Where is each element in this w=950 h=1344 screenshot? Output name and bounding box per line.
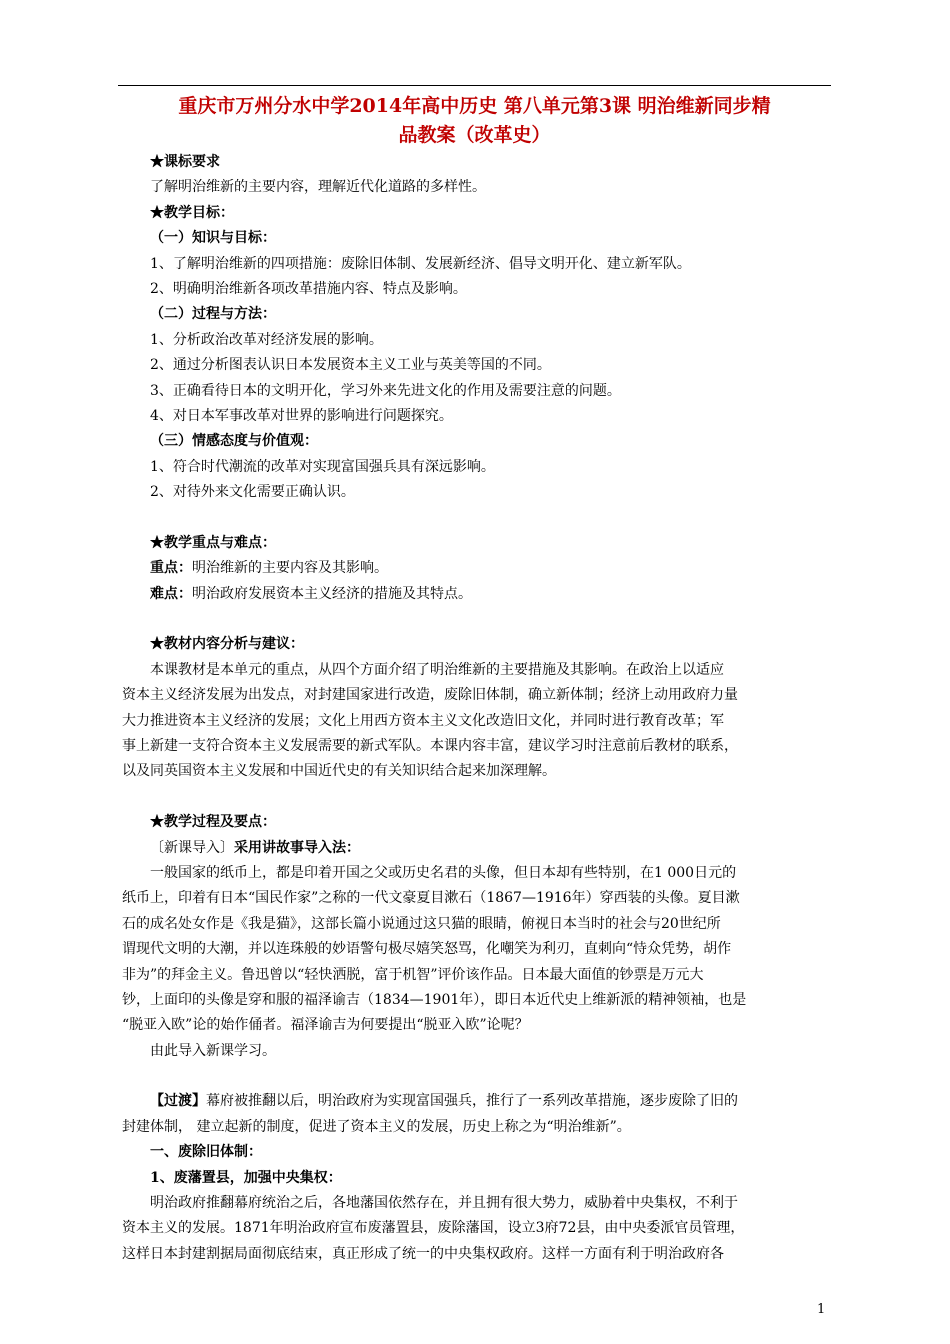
list-item: 1、符合时代潮流的改革对实现富国强兵具有深远影响。 <box>150 458 495 475</box>
section-heading-analysis: ★教材内容分析与建议： <box>150 636 304 653</box>
story-line: 谓现代文明的大潮，并以连珠般的妙语警句极尽嬉笑怒骂，化嘲笑为利刃，直刺向“恃众凭势，胡作 <box>122 941 732 958</box>
objectives-sub-values: （三）情感态度与价值观： <box>150 433 318 450</box>
intro-lead: 由此导入新课学习。 <box>150 1042 276 1059</box>
standards-text: 了解明治维新的主要内容，理解近代化道路的多样性。 <box>150 179 486 196</box>
analysis-line: 大力推进资本主义经济的发展；文化上用西方资本主义文化改造旧文化，并同时进行教育改革；军 <box>122 712 724 729</box>
transition-line: 【过渡】幕府被推翻以后，明治政府为实现富国强兵，推行了一系列改革措施，逐步废除了旧的 <box>150 1093 738 1110</box>
body-line: 资本主义的发展。1871年明治政府宣布废藩置县，废除藩国，设立3府72县，由中央委派官员管理， <box>122 1220 745 1237</box>
analysis-line: 本课教材是本单元的重点，从四个方面介绍了明治维新的主要措施及其影响。在政治上以适应 <box>150 661 724 678</box>
list-item: 2、通过分析图表认识日本发展资本主义工业与英美等国的不同。 <box>150 357 551 374</box>
list-item: 4、对日本军事改革对世界的影响进行问题探究。 <box>150 407 453 424</box>
document-title <box>118 92 831 150</box>
section-heading-keypoints: ★教学重点与难点： <box>150 534 276 551</box>
list-item: 2、对待外来文化需要正确认识。 <box>150 484 355 501</box>
key-point: 重点：明治维新的主要内容及其影响。 <box>150 560 388 577</box>
title-line-1: 重庆市万州分水中学2014年高中历史 第八单元第3课 明治维新同步精 <box>178 95 771 117</box>
page-number: 1 <box>817 1302 826 1317</box>
section-heading-objectives: ★教学目标： <box>150 204 234 221</box>
list-item: 2、明确明治维新各项改革措施内容、特点及影响。 <box>150 280 467 297</box>
story-line: 一般国家的纸币上，都是印着开国之父或历史名君的头像，但日本却有些特别，在1 000日元的 <box>150 864 737 881</box>
difficult-point: 难点：明治政府发展资本主义经济的措施及其特点。 <box>150 585 472 602</box>
title-line-2: 品教案（改革史） <box>398 124 551 146</box>
objectives-sub-knowledge: （一）知识与目标： <box>150 230 276 247</box>
story-line: 石的成名处女作是《我是猫》，这部长篇小说通过这只猫的眼睛，俯视日本当时的社会与20世纪所 <box>122 915 721 932</box>
analysis-line: 以及同英国资本主义发展和中国近代史的有关知识结合起来加深理解。 <box>122 763 556 780</box>
list-item: 3、正确看待日本的文明开化，学习外来先进文化的作用及需要注意的问题。 <box>150 382 621 399</box>
body-line: 这样日本封建割据局面彻底结束，真正形成了统一的中央集权政府。这样一方面有利于明治政府各 <box>122 1245 724 1262</box>
analysis-line: 资本主义经济发展为出发点，对封建国家进行改造，废除旧体制，确立新体制；经济上动用政府力量 <box>122 687 738 704</box>
body-line: 明治政府推翻幕府统治之后，各地藩国依然存在，并且拥有很大势力，威胁着中央集权，不利于 <box>150 1195 738 1212</box>
intro-method: 〔新课导入〕采用讲故事导入法： <box>150 839 360 856</box>
section-heading-process: ★教学过程及要点： <box>150 814 276 831</box>
story-line: 纸币上，印着有日本“国民作家”之称的一代文豪夏目漱石（1867—1916年）穿西装的头像。夏目漱 <box>122 890 740 907</box>
list-item: 1、了解明治维新的四项措施：废除旧体制、发展新经济、倡导文明开化、建立新军队。 <box>150 255 691 272</box>
transition-line: 封建体制， 建立起新的制度，促进了资本主义的发展，历史上称之为“明治维新”。 <box>122 1118 631 1135</box>
objectives-sub-process: （二）过程与方法： <box>150 306 276 323</box>
part-subheading: 1、废藩置县，加强中央集权： <box>150 1169 342 1186</box>
analysis-line: 事上新建一支符合资本主义发展需要的新式军队。本课内容丰富，建议学习时注意前后教材的联系， <box>122 737 738 754</box>
story-line: 钞，上面印的头像是穿和服的福泽谕吉（1834—1901年），即日本近代史上维新派的精神领袖，也是 <box>122 991 747 1008</box>
header-rule <box>118 85 831 86</box>
story-line: 非为”的拜金主义。鲁迅曾以“轻快洒脱，富于机智”评价该作品。日本最大面值的钞票是万元大 <box>122 966 704 983</box>
list-item: 1、分析政治改革对经济发展的影响。 <box>150 331 383 348</box>
story-line: “脱亚入欧”论的始作俑者。福泽谕吉为何要提出“脱亚入欧”论呢？ <box>122 1017 529 1034</box>
part-heading: 一、废除旧体制： <box>150 1144 262 1161</box>
section-heading-standards: ★课标要求 <box>150 154 220 170</box>
document-body <box>122 150 832 1267</box>
